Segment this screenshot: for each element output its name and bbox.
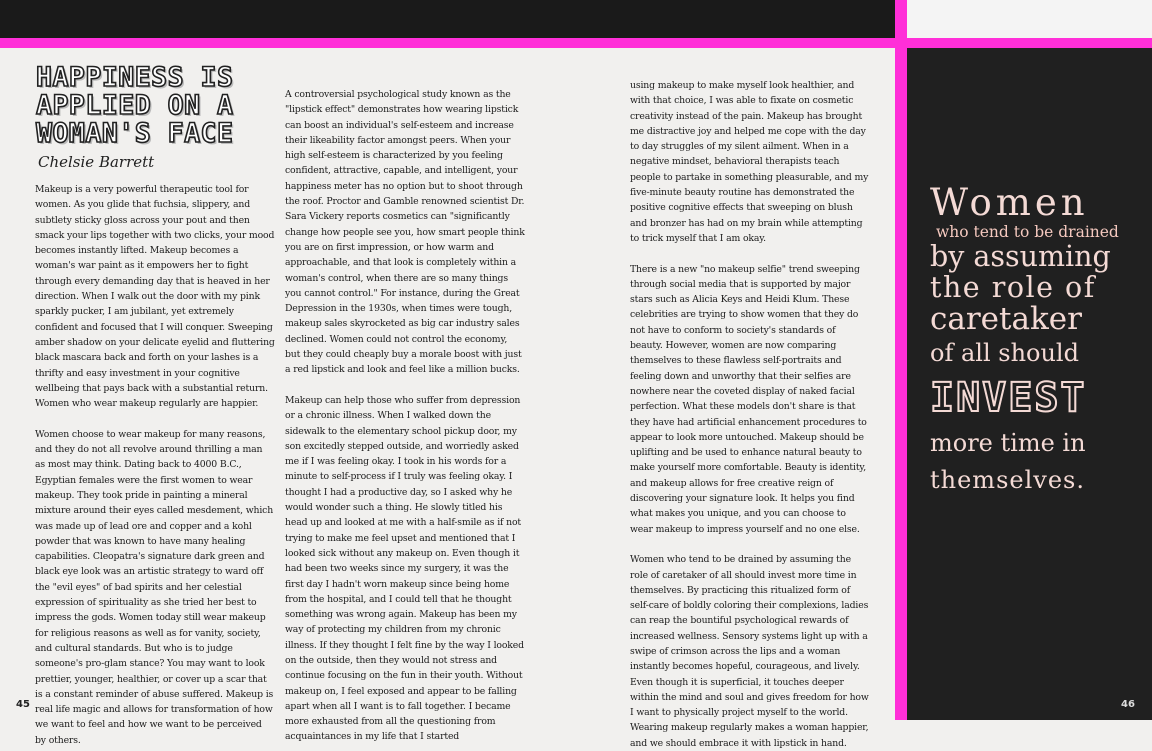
quote-line: more time in — [930, 429, 1086, 457]
quote-line: the role of — [930, 271, 1096, 304]
top-right-corner — [907, 0, 1152, 38]
article-title — [36, 64, 268, 148]
pink-vertical-rule — [895, 0, 907, 720]
title-line: HAPPINESS IS — [36, 62, 234, 93]
pink-horizontal-rule — [0, 38, 1152, 48]
pull-quote — [930, 182, 1135, 500]
quote-line: of all should — [930, 339, 1079, 367]
paragraph: Makeup is a very powerful therapeutic tool for women. As you glide that fuchsia, slippery, and subtlety sticky gloss across your pout and then smack your lips together with two clicks, your mood becomes instantly lifted. Makeup becomes a woman's war paint as it empowers her to fight through every demanding day that is heaved in her direction. When I walk out the door with my pink sparkly pucker, I am jubilant, yet extremely confident and focused that I will conquer. Sweeping amber shadow on your delicate eyelid and fluttering black mascara back and forth on your lashes is a thrifty and easy investment in your cognitive wellbeing that pays back with a substantial return. Women who wear makeup regularly are happier. — [35, 184, 275, 410]
text-column-2 — [285, 87, 525, 745]
paragraph: There is a new "no makeup selfie" trend sweeping through social media that is supported by major stars such as Alicia Keys and Heidi Klum. These celebrities are trying to show women that they do not have to conform to society's standards of beauty. However, women are now comparing themselves to these flawless self-portraits and feeling down and unworthy that their selfies are nowhere near the coveted display of naked facial perfection. What these models don't share is that they have had artificial enhancement procedures to appear to look more untouched. Makeup should be uplifting and be used to enhance natural beauty to make yourself more comfortable. Beauty is identity, and makeup allows for free creative reign of discovering your signature look. It helps you find what makes you unique, and you can choose to wear makeup to impress yourself and no one else. — [630, 263, 867, 535]
text-column-1 — [35, 182, 275, 748]
quote-emphasis: INVEST — [930, 375, 1087, 421]
text-column-3 — [630, 78, 870, 751]
quote-line: themselves. — [930, 466, 1085, 494]
quote-line: who tend to be drained — [936, 223, 1119, 241]
paragraph: A controversial psychological study known as the "lipstick effect" demonstrates how wearing lipstick can boost an individual's self-esteem and increase their likeability factor amongst peers. When your high self-esteem is characterized by you feeling confident, attractive, capable, and intelligent, your happiness meter has no option but to shoot through the roof. Proctor and Gamble renowned scientist Dr. Sara Vickery reports cosmetics can "significantly change how people see you, how smart people think you are on first impression, or how warm and approachable, and that look is completely within a woman's control, when there are so many things you cannot control." For instance, during the Great Depression in the 1930s, when times were tough, makeup sales skyrocketed as big car industry sales declined. Women could not control the economy, but they could cheaply buy a morale boost with just a red lipstick and look and feel like a million bucks. — [285, 89, 525, 376]
title-line: WOMAN'S FACE — [36, 118, 234, 149]
quote-line: Women — [930, 181, 1089, 224]
paragraph: Women choose to wear makeup for many reasons, and they do not all revolve around thrilling a man as most may think. Dating back to 4000 B.C., Egyptian females were the first women to wear makeup. They took pride in painting a mineral mixture around their eyes called mesdement, which was made up of lead ore and copper and a kohl powder that was known to have many healing capabilities. Cleopatra's signature dark green and black eye look was an artistic strategy to ward off the "evil eyes" of bad spirits and her celestial expression of spirituality as she tried her best to impress the gods. Women today still wear makeup for religious reasons as well as for vanity, society, and cultural standards. But who is to judge someone's pro-glam stance? You may want to look prettier, younger, healthier, or cover up a scar that is a constant reminder of abuse suffered. Makeup is real life magic and allows for transformation of how we want to feel and how we want to be perceived by others. — [35, 428, 274, 746]
page-number-right: 46 — [1121, 699, 1135, 710]
title-line: APPLIED ON A — [36, 90, 234, 121]
quote-line: caretaker — [930, 301, 1082, 337]
paragraph: Women who tend to be drained by assuming the role of caretaker of all should invest more time in themselves. By practicing this ritualized form of self-care of boldly coloring their complexions, ladies can reap the bountiful psychological rewards of increased wellness. Sensory systems light up with a swipe of crimson across the lips and a woman instantly becomes hopeful, courageous, and lively. Even though it is superficial, it touches deeper within the mind and soul and gives freedom for how I want to physically project myself to the world. Wearing makeup regularly makes a woman happier, and we should embrace it with lipstick in hand. — [630, 554, 869, 749]
paragraph: Makeup can help those who suffer from depression or a chronic illness. When I walked down the sidewalk to the elementary school pickup door, my son excitedly stepped outside, and worriedly asked me if I was feeling okay. I took in his words for a minute to self-process if I truly was feeling okay. I thought I had a productive day, so I asked why he would wonder such a thing. He slowly titled his head up and looked at me with a half-smile as if not trying to make me feel upset and mentioned that I looked sick without any makeup on. Even though it had been two weeks since my surgery, it was the first day I hadn't worn makeup since being home from the hospital, and I could tell that he thought something was wrong again. Makeup has been my way of protecting my children from my chronic illness. If they thought I felt fine by the way I looked on the outside, then they would not stress and continue focusing on the fun in their youth. Without makeup on, I feel exposed and appear to be falling apart when all I want is to fall together. I became more exhausted from all the questioning from acquaintances in my life that I started — [285, 394, 524, 743]
quote-line: by assuming — [930, 240, 1111, 273]
page-number-left: 45 — [16, 699, 30, 710]
paragraph: using makeup to make myself look healthier, and with that choice, I was able to fixate on cosmetic creativity instead of the pain. Makeup has brought me distractive joy and helped me cope with the day to day struggles of my silent ailment. When in a negative mindset, behavioral therapists teach people to partake in something pleasurable, and my five-minute beauty routine has demonstrated the positive cognitive effects that sweeping on blush and bronzer has had on my brain while attempting to trick myself that I am okay. — [630, 80, 869, 244]
author-byline: Chelsie Barrett — [38, 153, 155, 171]
